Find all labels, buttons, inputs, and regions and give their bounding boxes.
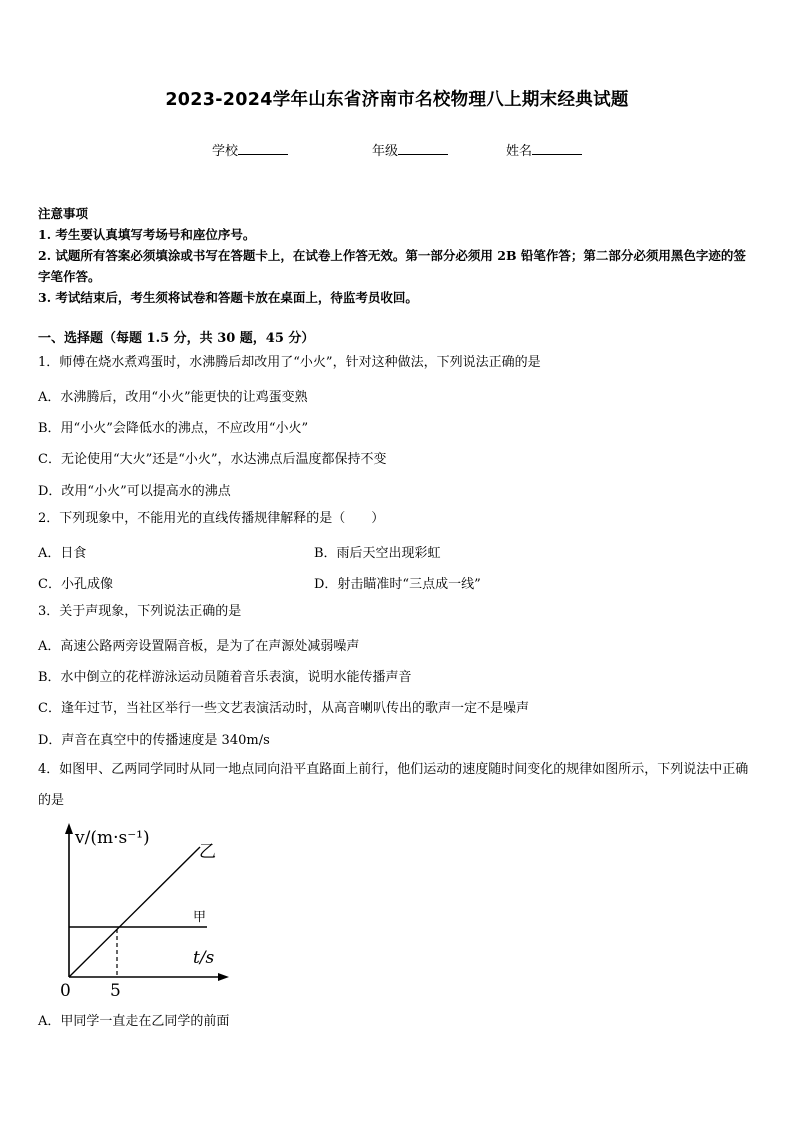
q4-option-a: A．甲同学一直走在乙同学的前面	[38, 1014, 230, 1029]
q3-option-a: A．高速公路两旁设置隔音板，是为了在声源处减弱噪声	[38, 639, 360, 654]
y-axis-label: v/(m·s⁻¹)	[75, 828, 150, 848]
q3-option-c: C．逢年过节，当社区举行一些文艺表演活动时，从高音喇叭传出的歌声一定不是噪声	[38, 701, 529, 716]
grade-label: 年级	[372, 144, 399, 159]
grade-field	[372, 140, 448, 159]
q1-option-a: A．水沸腾后，改用“小火”能更快的让鸡蛋变熟	[38, 390, 308, 405]
origin-label: 0	[60, 981, 71, 1000]
section-heading: 一、选择题（每题 1.5 分，共 30 题，45 分）	[38, 331, 315, 346]
q3-option-d: D．声音在真空中的传播速度是 340m/s	[38, 733, 270, 748]
exam-title: 2023-2024学年山东省济南市名校物理八上期末经典试题	[165, 90, 629, 110]
x-axis-arrow	[218, 973, 229, 981]
line-yi-label: 乙	[199, 842, 216, 862]
q1-option-d: D．改用“小火”可以提高水的沸点	[38, 484, 231, 499]
q2-option-b: B．雨后天空出现彩虹	[314, 546, 441, 561]
name-label: 姓名	[506, 144, 533, 159]
q1-option-b: B．用“小火”会降低水的沸点，不应改用“小火”	[38, 421, 309, 436]
y-axis-arrow	[65, 823, 73, 834]
note-item: 1. 考生要认真填写考场号和座位序号。	[38, 227, 256, 242]
q3-option-b: B．水中倒立的花样游泳运动员随着音乐表演，说明水能传播声音	[38, 670, 412, 685]
name-field	[506, 140, 582, 159]
school-blank[interactable]	[238, 142, 288, 155]
notes-title: 注意事项	[38, 206, 89, 221]
q2-option-d: D．射击瞄准时“三点成一线”	[314, 577, 481, 592]
x-tick-label: 5	[110, 981, 121, 1000]
name-blank[interactable]	[532, 142, 582, 155]
question-1-stem: 1．师傅在烧水煮鸡蛋时，水沸腾后却改用了“小火”，针对这种做法，下列说法正确的是	[38, 355, 541, 370]
note-item: 2. 试题所有答案必须填涂或书写在答题卡上，在试卷上作答无效。第一部分必须用 2B 铅笔作答；第二部分必须用黑色字迹的签字笔作答。	[38, 248, 746, 284]
x-axis-label: t/s	[193, 948, 215, 968]
velocity-time-graph	[55, 815, 230, 1000]
question-3-stem: 3．关于声现象，下列说法正确的是	[38, 604, 242, 619]
line-yi	[69, 847, 200, 977]
q2-option-a: A．日食	[38, 546, 87, 561]
notes-block	[38, 203, 758, 308]
q1-option-c: C．无论使用“大火”还是“小火”，水达沸点后温度都保持不变	[38, 452, 387, 467]
question-4-stem: 4．如图甲、乙两同学同时从同一地点同向沿平直路面上前行，他们运动的速度随时间变化的规律如图所示，下列说法中正确的是	[38, 762, 749, 808]
school-field	[212, 140, 288, 159]
note-item: 3. 考试结束后，考生须将试卷和答题卡放在桌面上，待监考员收回。	[38, 290, 418, 305]
school-label: 学校	[212, 144, 239, 159]
grade-blank[interactable]	[398, 142, 448, 155]
question-2-stem: 2．下列现象中，不能用光的直线传播规律解释的是（ ）	[38, 511, 385, 526]
q2-option-c: C．小孔成像	[38, 577, 113, 592]
line-jia-label: 甲	[193, 910, 207, 925]
